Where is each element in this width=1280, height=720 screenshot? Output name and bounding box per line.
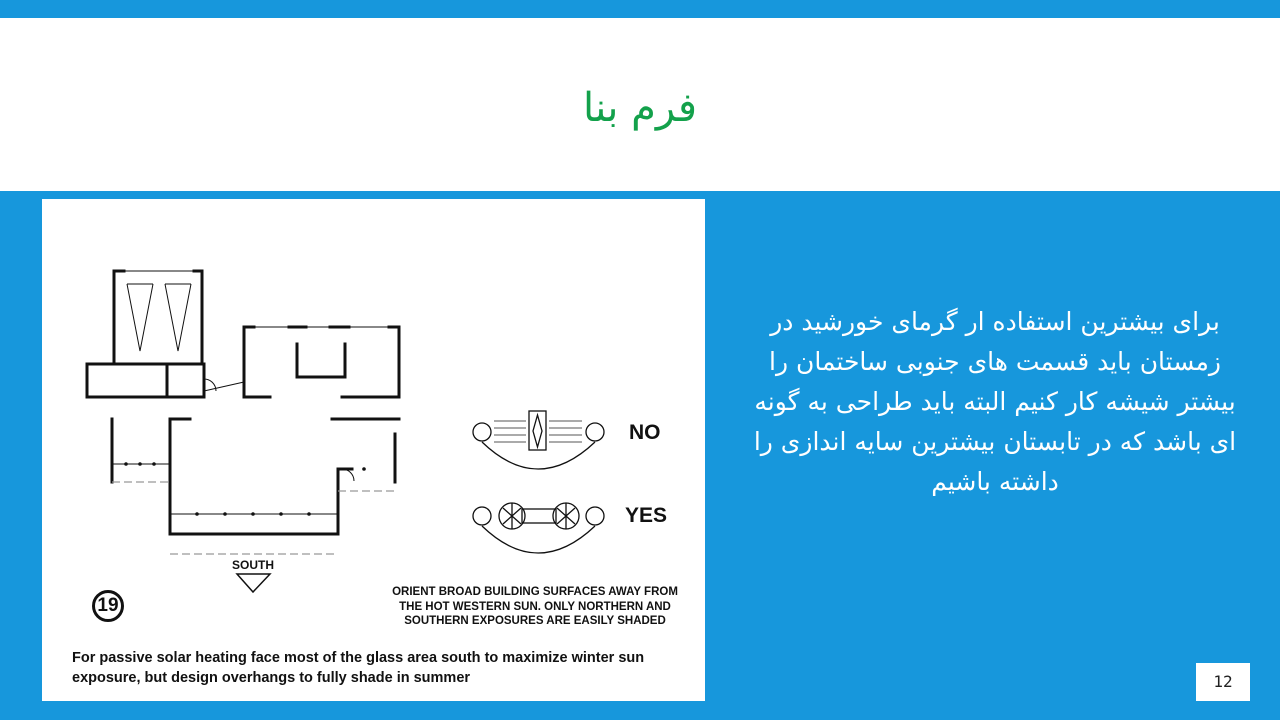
page-number: 12 xyxy=(1196,663,1250,701)
yes-label: YES xyxy=(625,504,668,527)
no-orientation-diagram xyxy=(473,411,604,469)
orientation-caption: ORIENT BROAD BUILDING SURFACES AWAY FROM THE HOT WESTERN SUN. ONLY NORTHERN AND SOUTHERN EXPOSURES ARE EASILY SHADED xyxy=(392,586,678,627)
south-label: SOUTH xyxy=(232,558,274,572)
top-accent-strip xyxy=(0,0,1280,18)
south-arrow-icon xyxy=(237,574,270,592)
slide-title: فرم بنا xyxy=(582,85,698,131)
figure-caption: For passive solar heating face most of the glass area south to maximize winter sun exposure, but design overhangs to fully shade in summer xyxy=(72,650,645,686)
no-label: NO xyxy=(629,421,661,444)
figure-number-badge: 19 xyxy=(92,590,124,622)
yes-orientation-diagram xyxy=(473,503,604,553)
slide-body-text: برای بیشترین استفاده ار گرمای خورشید در زمستان باید قسمت های جنوبی ساختمان را بیشتر شیشه کار کنیم البته باید طراحی به گونه ای باشد که در تابستان بیشترین سایه اندازی را داشته باشیم xyxy=(753,307,1237,496)
floor-plan-figure xyxy=(42,199,705,701)
